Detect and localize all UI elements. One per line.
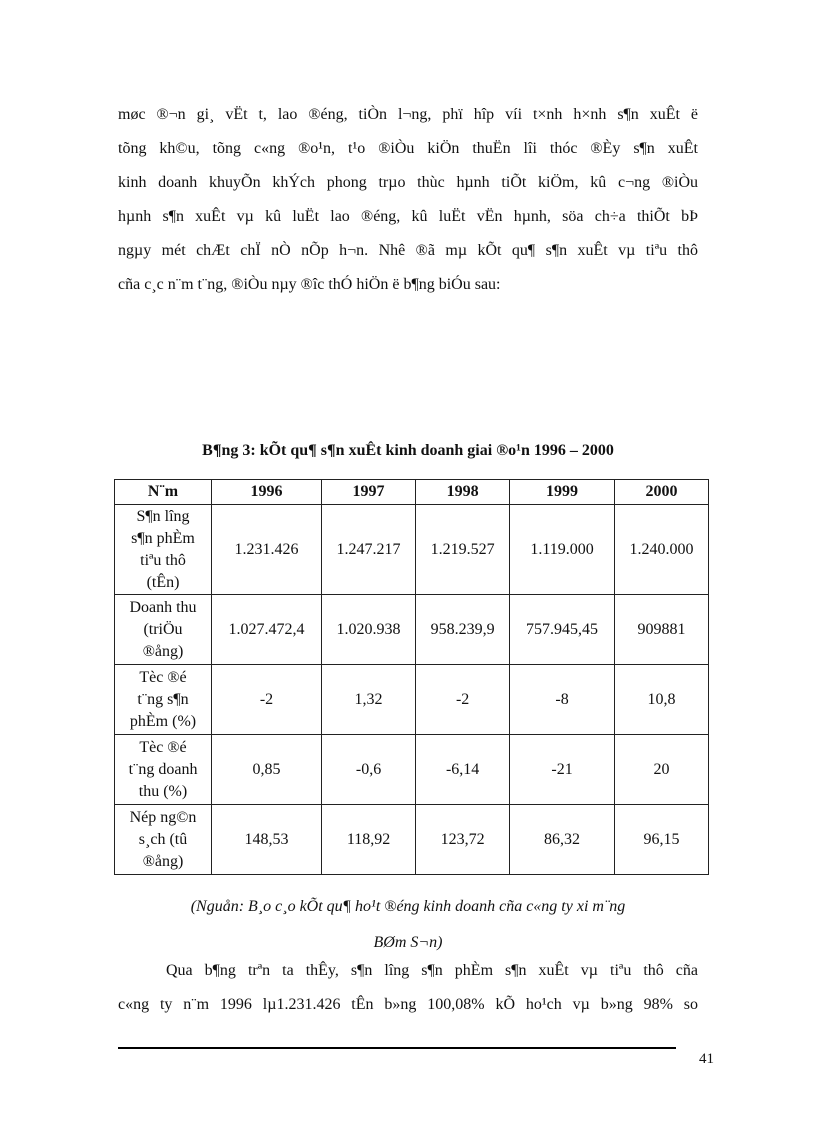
table-row <box>115 805 709 875</box>
intro-line: ngµy mét chÆt chÏ nÒ nÕp h¬n. Nhê ®ã mµ kÕt qu¶ s¶n xuÊt vµ tiªu thô <box>118 242 698 259</box>
table-cell: 20 <box>614 735 708 805</box>
table-cell: -2 <box>416 665 510 735</box>
table-cell: 86,32 <box>510 805 615 875</box>
table-cell: 1.219.527 <box>416 505 510 595</box>
header-label: N¨m <box>115 480 212 505</box>
table-cell: 757.945,45 <box>510 595 615 665</box>
table-cell: 958.239,9 <box>416 595 510 665</box>
table-cell: 1.020.938 <box>322 595 416 665</box>
table-header-row <box>115 480 709 505</box>
table-cell: -2 <box>212 665 322 735</box>
table-cell: -21 <box>510 735 615 805</box>
year-header: 1998 <box>416 480 510 505</box>
row-label: Doanh thu (triÖu ®ång) <box>115 595 212 665</box>
table-cell: -6,14 <box>416 735 510 805</box>
year-header: 2000 <box>614 480 708 505</box>
closing-line: c«ng ty n¨m 1996 lµ1.231.426 tÊn b»ng 100,08% kÕ ho¹ch vµ b»ng 98% so <box>118 996 698 1013</box>
table-cell: 1.119.000 <box>510 505 615 595</box>
table-cell: 148,53 <box>212 805 322 875</box>
year-header: 1996 <box>212 480 322 505</box>
intro-line: cña c¸c n¨m t¨ng, ®iÒu nµy ®îc thÓ hiÖn ë b¶ng biÓu sau: <box>118 276 501 293</box>
source-note <box>118 889 698 961</box>
table-cell: -0,6 <box>322 735 416 805</box>
intro-line: kinh doanh khuyÕn khÝch phong trµo thùc hµnh tiÕt kiÖm, kû c¬ng ®iÒu <box>118 174 698 191</box>
intro-line: tõng kh©u, tõng c«ng ®o¹n, t¹o ®iÒu kiÖn thuËn lîi thóc ®Èy s¶n xuÊt <box>118 140 698 157</box>
table-cell: 1.231.426 <box>212 505 322 595</box>
table-cell: 1.027.472,4 <box>212 595 322 665</box>
table-row <box>115 505 709 595</box>
year-header: 1997 <box>322 480 416 505</box>
intro-line: hµnh s¶n xuÊt vµ kû luËt lao ®éng, kû luËt vËn hµnh, söa ch÷a thiÕt bÞ <box>118 208 698 225</box>
intro-line: møc ®¬n gi¸ vËt t, lao ®éng, tiÒn l¬ng, phï hîp víi t×nh h×nh s¶n xuÊt ë <box>118 106 698 123</box>
year-header: 1999 <box>510 480 615 505</box>
table-caption: B¶ng 3: kÕt qu¶ s¶n xuÊt kinh doanh giai ®o¹n 1996 – 2000 <box>202 442 614 459</box>
table-cell: 1,32 <box>322 665 416 735</box>
row-label: Nép ng©n s¸ch (tû ®ång) <box>115 805 212 875</box>
table-row <box>115 735 709 805</box>
row-label: S¶n lîng s¶n phÈm tiªu thô (tÊn) <box>115 505 212 595</box>
intro-paragraph <box>118 98 698 302</box>
table-cell: 118,92 <box>322 805 416 875</box>
footer-rule <box>118 1047 676 1049</box>
source-line: BØm S¬n) <box>373 934 443 951</box>
results-table <box>114 479 709 875</box>
table-row <box>115 595 709 665</box>
table-cell: -8 <box>510 665 615 735</box>
table-cell: 1.247.217 <box>322 505 416 595</box>
table-row <box>115 665 709 735</box>
table-cell: 123,72 <box>416 805 510 875</box>
page-number: 41 <box>699 1051 714 1067</box>
table-cell: 909881 <box>614 595 708 665</box>
table-cell: 0,85 <box>212 735 322 805</box>
table-cell: 1.240.000 <box>614 505 708 595</box>
closing-paragraph <box>118 954 698 1022</box>
source-line: (Nguån: B¸o c¸o kÕt qu¶ ho¹t ®éng kinh doanh cña c«ng ty xi m¨ng <box>190 898 626 915</box>
row-label: Tèc ®é t¨ng doanh thu (%) <box>115 735 212 805</box>
table-cell: 96,15 <box>614 805 708 875</box>
row-label: Tèc ®é t¨ng s¶n phÈm (%) <box>115 665 212 735</box>
table-cell: 10,8 <box>614 665 708 735</box>
closing-line: Qua b¶ng trªn ta thÊy, s¶n lîng s¶n phÈm s¶n xuÊt vµ tiªu thô cña <box>166 962 698 979</box>
